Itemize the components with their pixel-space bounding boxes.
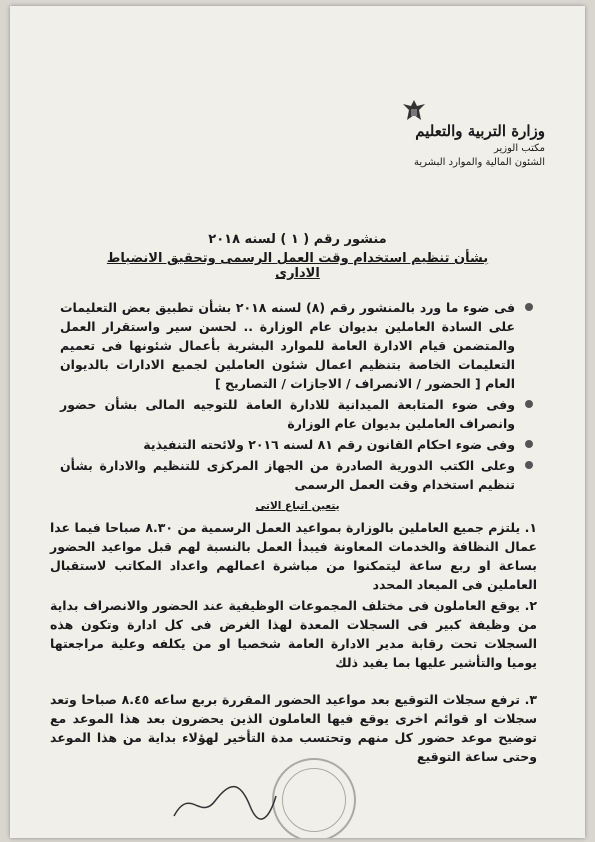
department-name: الشئون المالية والموارد البشرية bbox=[414, 157, 545, 168]
signature-icon bbox=[170, 776, 280, 826]
bullet-icon bbox=[525, 400, 533, 408]
document-title bbox=[90, 232, 505, 281]
instructions-list bbox=[50, 518, 537, 768]
list-item: ٢. يوقع العاملون فى مختلف المجموعات الوظيفية عند الحضور والانصراف بداية من وظيفة كبير فى السجلات المعدة لهذا الغرض فى كل ادارة وتكون هذه السجلات تحت رقابة مدير الادارة العامة شخصيا او من يكلفه وعلية مراجعتها يوميا والتأشير عليها بما يفيد ذلك bbox=[50, 598, 537, 670]
document-page bbox=[10, 6, 585, 838]
eagle-emblem-icon bbox=[401, 98, 427, 124]
list-item: ٣. ترفع سجلات التوقيع بعد مواعيد الحضور المقررة بربع ساعه ٨.٤٥ صباحا وتعد سجلات او قوائم اخرى يوقع فيها العاملون الذين يحضرون بعد هذا الموعد مع توضيح موعد حضور كل منهم وتحتسب مدة التأخير لهؤلاء بداية من هذا الموعد وحتى ساعة التوقيع bbox=[50, 692, 537, 764]
section-heading: يتعين اتباع الاتى bbox=[255, 500, 340, 512]
list-item: ١. يلتزم جميع العاملين بالوزارة بمواعيد العمل الرسمية من ٨.٣٠ صباحا فيما عدا عمال النظافة والخدمات المعاونة فيبدأ العمل بالنسبة لهم قبل مواعيد الحضور بساعة او ربع ساعة ليتمكنوا من مباشرة اعمالهم واعداد المكاتب لاستقبال العاملين فى الميعاد المحدد bbox=[50, 520, 537, 592]
bullet-icon bbox=[525, 440, 533, 448]
list-item: وعلى الكتب الدورية الصادرة من الجهاز المركزى للتنظيم والادارة بشأن تنظيم استخدام وقت العمل الرسمى bbox=[60, 456, 533, 494]
bullet-icon bbox=[525, 303, 533, 311]
bullet-icon bbox=[525, 461, 533, 469]
official-stamp bbox=[272, 758, 356, 838]
office-name: مكتب الوزير bbox=[493, 143, 545, 154]
circular-subject: بشأن تنظيم استخدام وقت العمل الرسمى وتحقيق الانضباط الادارى bbox=[106, 251, 489, 281]
preamble-list bbox=[60, 298, 533, 496]
list-item: وفى ضوء المتابعة الميدانية للادارة العامة للتوجيه المالى بشأن حضور وانصراف العاملين بديوان عام الوزارة bbox=[60, 395, 533, 433]
circular-number: منشور رقم ( ١ ) لسنه ٢٠١٨ bbox=[208, 232, 387, 247]
list-item: فى ضوء ما ورد بالمنشور رقم (٨) لسنه ٢٠١٨ بشأن تطبيق بعض التعليمات على السادة العاملين بديوان عام الوزارة .. لحسن سير واستقرار العمل والمتضمن قيام الادارة العامة للموارد البشرية بأعمال شئونها فى تعميم التعليمات الخاصة بتنظيم اعمال شئون العاملين لجميع الادارات بالديوان العام [ الحضور / الانصراف / الاجازات / التصاريح ] bbox=[60, 298, 533, 393]
list-item: وفى ضوء احكام القانون رقم ٨١ لسنه ٢٠١٦ ولائحته التنفيذية bbox=[60, 435, 533, 454]
ministry-name: وزارة التربية والتعليم bbox=[415, 122, 545, 140]
letterhead bbox=[325, 98, 545, 168]
